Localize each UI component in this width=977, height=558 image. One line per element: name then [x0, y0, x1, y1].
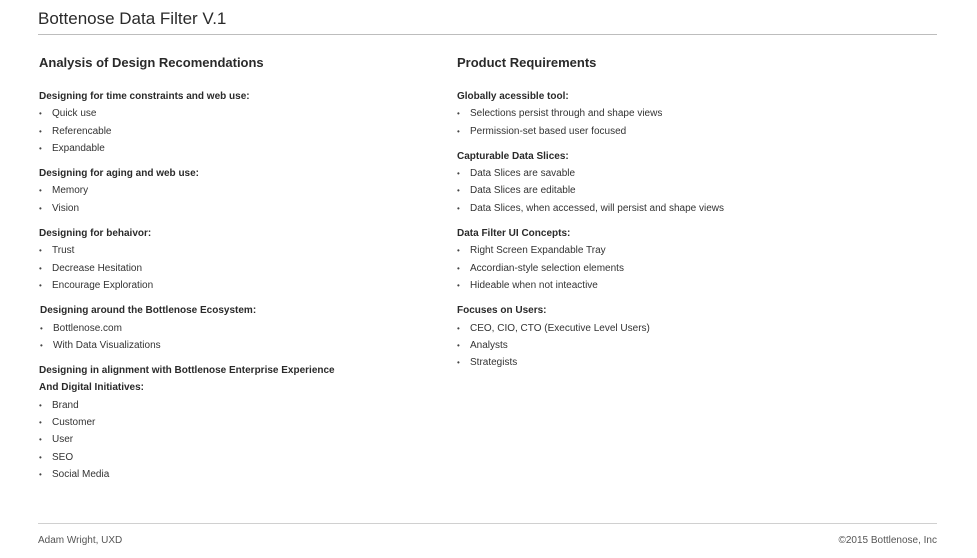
list-item: • Brand: [39, 397, 439, 414]
list-item: • Bottlenose.com: [40, 320, 439, 337]
section-aging: [39, 165, 439, 217]
list-item: • Encourage Exploration: [39, 277, 439, 294]
bullet-list: [39, 105, 439, 157]
list-item: • Expandable: [39, 140, 439, 157]
list-item: • Strategists: [457, 354, 937, 371]
list-item: • Selections persist through and shape views: [457, 105, 937, 122]
column-heading: Analysis of Design Recomendations: [39, 55, 264, 70]
list-item: • Data Slices are savable: [457, 165, 937, 182]
list-item: • SEO: [39, 449, 439, 466]
list-item: • Vision: [39, 200, 439, 217]
section-ecosystem: [40, 302, 439, 354]
page-title: Bottenose Data Filter V.1: [38, 9, 227, 28]
list-item: • Decrease Hesitation: [39, 260, 439, 277]
section-heading: Designing around the Bottlenose Ecosystem:: [40, 305, 257, 317]
section-enterprise-alignment: [39, 362, 439, 483]
list-item: • Memory: [39, 182, 439, 199]
list-item: • Accordian-style selection elements: [457, 260, 937, 277]
list-item: • Permission-set based user focused: [457, 123, 937, 140]
list-item: • Data Slices are editable: [457, 182, 937, 199]
section-time-constraints: [39, 88, 439, 157]
section-heading: Globally acessible tool:: [457, 91, 569, 102]
section-user-focus: [457, 302, 937, 371]
bullet-list: [39, 182, 439, 217]
footer-copyright: ©2015 Bottlenose, Inc: [838, 535, 937, 546]
footer-divider: [38, 523, 937, 524]
list-item: • Hideable when not inteactive: [457, 277, 937, 294]
list-item: • CEO, CIO, CTO (Executive Level Users): [457, 320, 937, 337]
design-recommendations-column: [39, 55, 439, 491]
bullet-list: [457, 165, 937, 217]
section-behavior: [39, 225, 439, 294]
section-heading: Designing for time constraints and web use:: [39, 91, 250, 102]
list-item: • Social Media: [39, 466, 439, 483]
list-item: • Quick use: [39, 105, 439, 122]
bullet-list: [39, 242, 439, 294]
section-heading: Capturable Data Slices:: [457, 150, 569, 162]
section-data-slices: [457, 148, 937, 217]
list-item: • Referencable: [39, 123, 439, 140]
section-heading: Focuses on Users:: [457, 305, 547, 317]
footer-author: Adam Wright, UXD: [38, 535, 123, 546]
bullet-list: [40, 320, 439, 355]
section-heading: Designing for aging and web use:: [39, 168, 200, 180]
bullet-list: [457, 320, 937, 372]
column-heading: Product Requirements: [457, 55, 597, 70]
list-item: • Customer: [39, 414, 439, 431]
bullet-list: [457, 242, 937, 294]
product-requirements-column: [457, 55, 937, 379]
section-ui-concepts: [457, 225, 937, 294]
list-item: • User: [39, 431, 439, 448]
list-item: • Right Screen Expandable Tray: [457, 242, 937, 259]
list-item: • Data Slices, when accessed, will persist and shape views: [457, 200, 937, 217]
section-global-tool: [457, 88, 937, 140]
header-divider: [38, 34, 937, 35]
section-heading: Designing for behaivor:: [39, 228, 152, 240]
bullet-list: [457, 105, 937, 140]
list-item: • Analysts: [457, 337, 937, 354]
section-heading-continued: And Digital Initiatives:: [39, 382, 145, 394]
list-item: • Trust: [39, 242, 439, 259]
bullet-list: [39, 397, 439, 483]
section-heading: Data Filter UI Concepts:: [457, 228, 571, 240]
list-item: • With Data Visualizations: [40, 337, 439, 354]
section-heading: Designing in alignment with Bottlenose Enterprise Experience: [39, 365, 335, 377]
